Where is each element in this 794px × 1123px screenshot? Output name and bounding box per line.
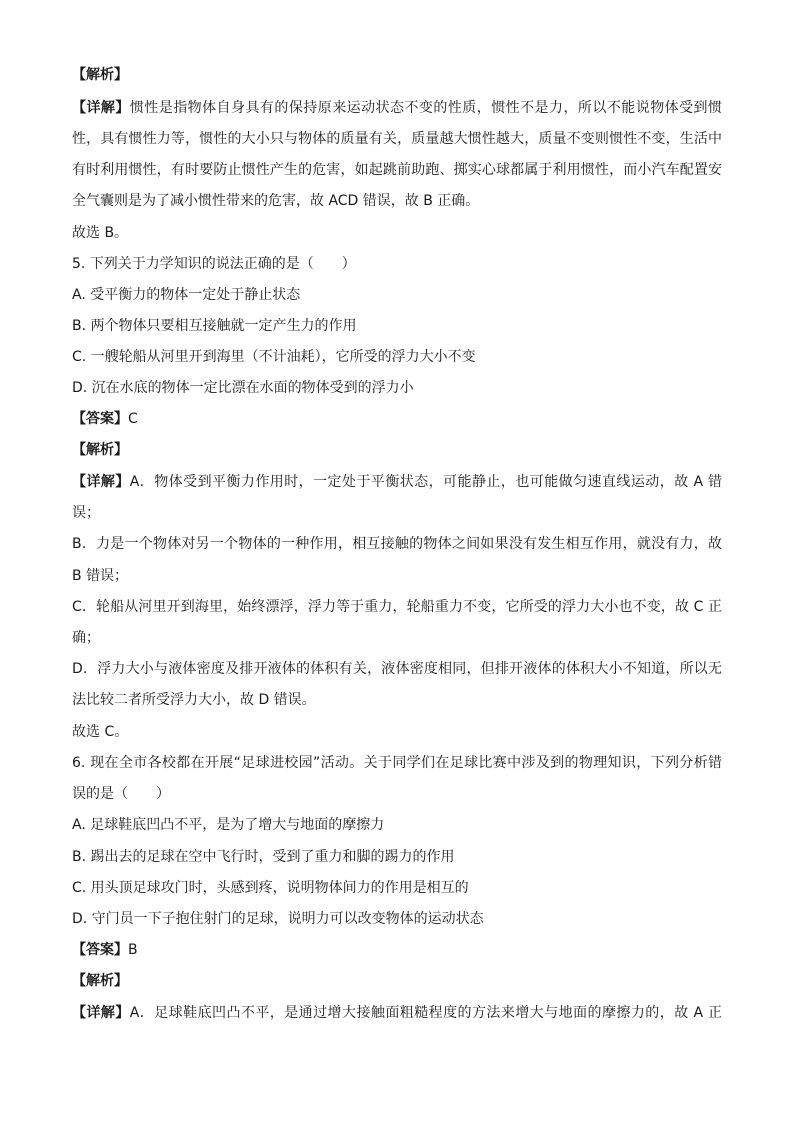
q5-detail-line: B．力是一个物体对另一个物体的一种作用，相互接触的物体之间如果没有发生相互作用，就没有力，故	[72, 536, 722, 552]
detail-text: A．物体受到平衡力作用时，一定处于平衡状态，可能静止，也可能做匀速直线运动，故 A 错	[129, 474, 722, 490]
detail-text: 惯性是指物体自身具有的保持原来运动状态不变的性质，惯性不是力，所以不能说物体受到惯	[129, 100, 723, 116]
answer-label: 【答案】	[72, 411, 128, 427]
q5-stem: 5. 下列关于力学知识的说法正确的是（ ）	[72, 256, 356, 272]
q6-stem: 6. 现在全市各校都在开展“足球进校园”活动。关于同学们在足球比赛中涉及到的物理知识，下列分析错	[72, 755, 722, 771]
detail-label: 【详解】	[72, 474, 130, 490]
q6-detail-line	[72, 1003, 722, 1023]
q5-conclusion: 故选 C。	[72, 724, 129, 740]
q5-option-b: B. 两个物体只要相互接触就一定产生力的作用	[72, 318, 357, 334]
answer-value: C	[128, 411, 138, 427]
q4-conclusion: 故选 B。	[72, 225, 129, 241]
q5-option-c: C. 一艘轮船从河里开到海里（不计油耗），它所受的浮力大小不变	[72, 349, 476, 365]
analysis-label: 【解析】	[72, 442, 128, 458]
q4-analysis-heading	[72, 65, 722, 85]
q4-detail-line	[72, 98, 722, 118]
q5-analysis-heading	[72, 440, 722, 460]
q5-detail-line: 法比较二者所受浮力大小，故 D 错误。	[72, 692, 316, 708]
q6-stem: 误的是（ ）	[72, 786, 170, 802]
analysis-label: 【解析】	[72, 67, 128, 83]
q6-option-c: C. 用头顶足球攻门时，头感到疼，说明物体间力的作用是相互的	[72, 880, 469, 896]
detail-label: 【详解】	[72, 1005, 130, 1021]
q6-option-b: B. 踢出去的足球在空中飞行时，受到了重力和脚的踢力的作用	[72, 849, 455, 865]
q5-option-d: D. 沉在水底的物体一定比漂在水面的物体受到的浮力小	[72, 380, 414, 396]
q5-option-a: A. 受平衡力的物体一定处于静止状态	[72, 287, 301, 303]
detail-text: A．足球鞋底凹凸不平，是通过增大接触面粗糙程度的方法来增大与地面的摩擦力的，故 A 正	[129, 1005, 722, 1021]
q6-option-a: A. 足球鞋底凹凸不平，是为了增大与地面的摩擦力	[72, 817, 385, 833]
q6-option-d: D. 守门员一下子抱住射门的足球，说明力可以改变物体的运动状态	[72, 911, 484, 927]
q6-answer	[72, 940, 722, 960]
q5-answer	[72, 409, 722, 429]
answer-value: B	[128, 942, 138, 958]
q4-detail-line: 有时利用惯性，有时要防止惯性产生的危害，如起跳前助跑、掷实心球都属于利用惯性，而小汽车配置安	[72, 162, 722, 178]
q5-detail-line	[72, 472, 722, 492]
q5-detail-line: C．轮船从河里开到海里，始终漂浮，浮力等于重力，轮船重力不变，它所受的浮力大小也不变，故 C 正	[72, 599, 722, 615]
q4-detail-line: 全气囊则是为了减小惯性带来的危害，故 ACD 错误，故 B 正确。	[72, 193, 480, 209]
q5-detail-line: 确；	[72, 630, 100, 646]
detail-label: 【详解】	[72, 100, 130, 116]
q5-detail-line: B 错误；	[72, 568, 129, 584]
q6-analysis-heading	[72, 971, 722, 991]
q5-detail-line: 误；	[72, 505, 100, 521]
analysis-label: 【解析】	[72, 973, 128, 989]
answer-label: 【答案】	[72, 942, 128, 958]
q5-detail-line: D．浮力大小与液体密度及排开液体的体积有关，液体密度相同，但排开液体的体积大小不知道，所以无	[72, 661, 722, 677]
q4-detail-line: 性，具有惯性力等，惯性的大小只与物体的质量有关，质量越大惯性越大，质量不变则惯性不变，生活中	[72, 131, 722, 147]
